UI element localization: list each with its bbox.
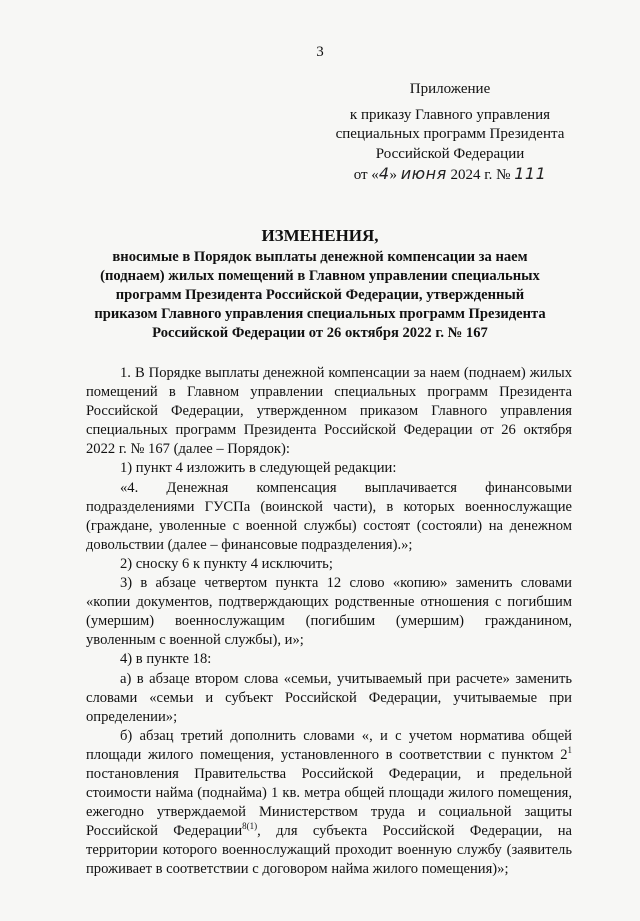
appendix-line-2: специальных программ Президента (335, 126, 565, 142)
paragraph-8 (86, 727, 572, 880)
date-prefix: от « (353, 167, 379, 183)
title-subtitle: вносимые в Порядок выплаты денежной компенсации за наем (поднаем) жилых помещений в Главном управлении специальных программ Президента Российской Федерации, утвержденный приказом Главного управления специальных программ Президента Российской Федерации от 26 октября 2022 г. № 167 (94, 249, 546, 341)
appendix-block (330, 80, 570, 186)
date-mid: » (389, 167, 397, 183)
appendix-title: Приложение (409, 81, 491, 97)
appendix-line-1: к приказу Главного управления (349, 106, 551, 123)
paragraph-1: 1. В Порядке выплаты денежной компенсации за наем (поднаем) жилых помещений в Главном управлении специальных программ Президента Российской Федерации, утвержденном приказом Главного управления специальных программ Президента Российской Федерации от 26 октября 2022 г. № 167 (далее – Порядок): (86, 365, 572, 458)
paragraph-3: «4. Денежная компенсация выплачивается финансовыми подразделениями ГУСПа (воинской части), в которых военнослужащие (граждане, уволенные с военной службы) состоят (состояли) на денежном довольствии (далее – финансовые подразделения).»; (86, 479, 572, 553)
document-title (86, 226, 554, 343)
paragraph-8-part-a: б) абзац третий дополнить словами «, и с учетом норматива общей площади жилого помещения, установленного в соответствии с пунктом 2 (86, 727, 572, 763)
order-date-line (330, 164, 570, 186)
paragraph-7: а) в абзаце втором слова «семьи, учитываемый при расчете» заменить словами «семьи и субъект Российской Федерации, учитываемые при определении»; (86, 670, 572, 725)
paragraph-6: 4) в пункте 18: (120, 651, 212, 668)
paragraph-8-part-b: постановления Правительства Российской Федерации, и предельной стоимости найма (поднайма) 1 кв. метра общей площади жилого помещения, ежегодно утверждаемой Министерством труда и социальной защиты Российской Федерации (86, 765, 572, 840)
page-number: 3 (316, 44, 324, 60)
document-body (86, 364, 572, 880)
paragraph-2: 1) пункт 4 изложить в следующей редакции: (120, 460, 397, 477)
paragraph-8-part-c: , для субъекта Российской Федерации, на территории которого военнослужащий проходит военную службу (заявитель проживает в соответствии с договором найма жилого помещения)»; (86, 823, 572, 878)
handwritten-order-number: 111 (514, 164, 547, 183)
title-main: ИЗМЕНЕНИЯ, (261, 226, 379, 245)
paragraph-5: 3) в абзаце четвертом пункта 12 слово «копию» заменить словами «копии документов, подтверждающих родственные отношения с погибшим (умершим) военнослужащим (погибшим (умершим) гражданином, уволенным с военной службы), и»; (86, 575, 572, 649)
handwritten-month: июня (400, 164, 447, 183)
handwritten-day: 4 (378, 164, 390, 183)
date-year: 2024 г. № (450, 167, 511, 183)
footnote-ref-1: 1 (567, 745, 572, 756)
appendix-line-3: Российской Федерации (375, 145, 525, 162)
paragraph-4: 2) сноску 6 к пункту 4 исключить; (120, 555, 333, 572)
footnote-ref-8-1: 8(1) (242, 821, 258, 832)
